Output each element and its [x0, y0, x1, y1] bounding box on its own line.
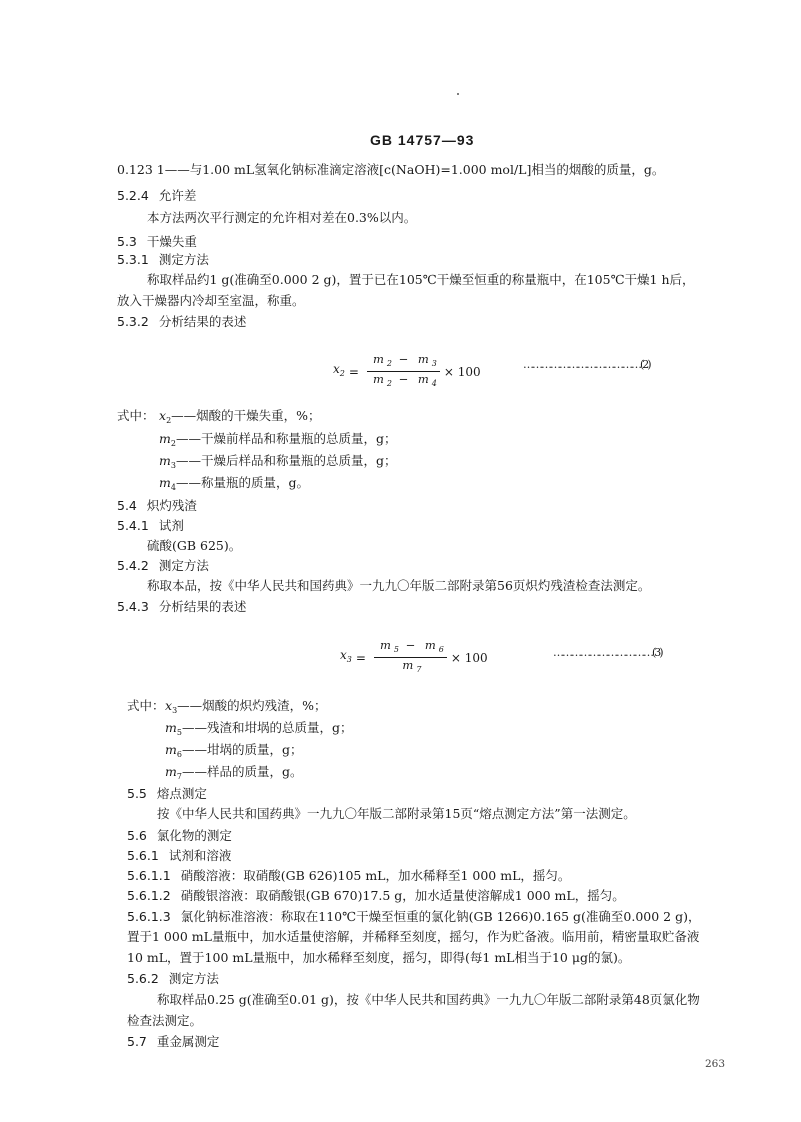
section-5-5-heading — [127, 786, 207, 802]
section-5-3-heading — [117, 234, 197, 250]
section-5-2-4-heading — [117, 188, 196, 204]
section-title: 测定方法 — [158, 252, 209, 267]
section-title: 试剂 — [158, 518, 184, 533]
equation-lhs: $x_3$ — [340, 648, 352, 664]
definition-2-intro: 式中： — [117, 408, 155, 423]
section-5-7-heading — [127, 1034, 219, 1050]
equation-3 — [340, 638, 488, 677]
paragraph-5-6-2-line-2: 检查法测定。 — [127, 1013, 203, 1028]
section-title: 允许差 — [158, 188, 197, 203]
equation-multiplier: × 100 — [443, 364, 481, 379]
section-number: 5.6.1.2 — [127, 888, 171, 903]
equation-2-number: …………………………………(2) — [523, 358, 650, 371]
definition-2-row: $m_4——$称量瓶的质量，g。 — [159, 475, 309, 492]
item-5-6-1-3-line-3: 10 mL，置于100 mL量瓶中，加水稀释至刻度，摇匀，即得(每1 mL相当于10 μg的氯)。 — [127, 950, 631, 965]
section-number: 5.4.2 — [117, 558, 149, 573]
definition-2-row: $x_2——$烟酸的干燥失重，%； — [159, 408, 321, 425]
section-number: 5.6.1.3 — [127, 909, 171, 924]
item-5-6-1-1 — [127, 868, 570, 884]
fraction-numerator: m $_5$ − m $_6$ — [374, 638, 447, 658]
definition-3-row: $m_7——$样品的质量，g。 — [165, 764, 303, 781]
equation-multiplier: × 100 — [450, 650, 488, 665]
section-5-3-1-heading — [117, 252, 209, 268]
section-number: 5.3 — [117, 234, 137, 249]
definition-2-row: $m_2——$干燥前样品和称量瓶的总质量，g； — [159, 431, 397, 448]
section-number: 5.2.4 — [117, 188, 149, 203]
scan-speck — [457, 93, 459, 95]
section-number: 5.5 — [127, 786, 147, 801]
definition-3-row: $m_6——$坩埚的质量，g； — [165, 742, 303, 759]
equals-sign: = — [348, 364, 359, 379]
fraction-denominator: m $_2$ − m $_4$ — [372, 372, 437, 388]
section-5-6-heading — [127, 828, 232, 844]
equation-lhs: $x_2$ — [333, 362, 345, 378]
fraction-denominator: m $_7$ — [402, 658, 422, 674]
section-title: 干燥失重 — [146, 234, 197, 249]
section-number: 5.6 — [127, 828, 147, 843]
section-title: 测定方法 — [158, 558, 209, 573]
section-title: 重金属测定 — [156, 1034, 220, 1049]
definition-3-row: $x_3——$烟酸的炽灼残渣，%； — [165, 698, 327, 715]
section-number: 5.4 — [117, 498, 137, 513]
paragraph-5-3-1-line-2: 放入干燥器内冷却至室温，称重。 — [117, 293, 305, 308]
equation-3-number: ……………………………(3) — [553, 646, 662, 659]
section-5-6-1-heading — [127, 848, 231, 864]
section-5-4-3-heading — [117, 599, 246, 615]
equation-2 — [333, 352, 481, 391]
paragraph-5-6-2-line-1: 称取样品0.25 g(准确至0.01 g)，按《中华人民共和国药典》一九九〇年版二部附录第48页氯化物 — [157, 992, 700, 1007]
section-5-3-2-heading — [117, 314, 246, 330]
section-number: 5.4.3 — [117, 599, 149, 614]
section-title: 炽灼残渣 — [146, 498, 197, 513]
definition-2-row: $m_3——$干燥后样品和称量瓶的总质量，g； — [159, 453, 397, 470]
paragraph-5-3-1-line-1: 称取样品约1 g(准确至0.000 2 g)，置于已在105℃干燥至恒重的称量瓶中，在105℃干燥1 h后， — [147, 272, 695, 287]
item-5-6-1-2 — [127, 888, 625, 904]
section-title: 分析结果的表述 — [158, 599, 247, 614]
item-text: 硝酸银溶液：取硝酸银(GB 670)17.5 g，加水适量使溶解成1 000 mL，摇匀。 — [180, 888, 625, 903]
paragraph-5-2-4: 本方法两次平行测定的允许相对差在0.3%以内。 — [147, 210, 417, 225]
item-text: 硝酸溶液：取硝酸(GB 626)105 mL，加水稀释至1 000 mL，摇匀。 — [180, 868, 571, 883]
section-5-6-2-heading — [127, 971, 219, 987]
section-title: 熔点测定 — [156, 786, 207, 801]
formula-definition-continued: 0.123 1——与1.00 mL氢氧化钠标准滴定溶液[c(NaOH)=1.000 mol/L]相当的烟酸的质量，g。 — [117, 162, 665, 177]
item-text: 氯化钠标准溶液：称取在110℃干燥至恒重的氯化钠(GB 1266)0.165 g(准确至0.000 2 g)， — [180, 909, 701, 924]
page-number: 263 — [705, 1058, 726, 1070]
section-title: 分析结果的表述 — [158, 314, 247, 329]
equation-fraction — [374, 638, 447, 677]
section-5-4-1-heading — [117, 518, 184, 534]
item-5-6-1-3 — [127, 909, 701, 925]
item-5-6-1-3-line-2: 置于1 000 mL量瓶中，加水适量使溶解，并稀释至刻度，摇匀，作为贮备液。临用前，精密量取贮备液 — [127, 929, 700, 944]
definition-3-row: $m_5——$残渣和坩埚的总质量，g； — [165, 720, 353, 737]
section-title: 测定方法 — [168, 971, 219, 986]
definition-3-intro: 式中： — [127, 698, 165, 713]
section-5-4-2-heading — [117, 558, 209, 574]
paragraph-5-5: 按《中华人民共和国药典》一九九〇年版二部附录第15页“熔点测定方法”第一法测定。 — [157, 806, 636, 821]
paragraph-5-4-2: 称取本品，按《中华人民共和国药典》一九九〇年版二部附录第56页炽灼残渣检查法测定。 — [147, 578, 651, 593]
paragraph-5-4-1: 硫酸(GB 625)。 — [147, 538, 242, 553]
section-number: 5.4.1 — [117, 518, 149, 533]
equals-sign: = — [355, 650, 366, 665]
section-number: 5.3.1 — [117, 252, 149, 267]
section-number: 5.3.2 — [117, 314, 149, 329]
section-5-4-heading — [117, 498, 197, 514]
section-title: 氯化物的测定 — [156, 828, 232, 843]
standard-header: GB 14757—93 — [370, 132, 475, 148]
fraction-numerator: m $_2$ − m $_3$ — [367, 352, 440, 372]
section-number: 5.7 — [127, 1034, 147, 1049]
section-number: 5.6.1 — [127, 848, 159, 863]
section-number: 5.6.1.1 — [127, 868, 171, 883]
equation-fraction — [367, 352, 440, 391]
section-number: 5.6.2 — [127, 971, 159, 986]
section-title: 试剂和溶液 — [168, 848, 232, 863]
